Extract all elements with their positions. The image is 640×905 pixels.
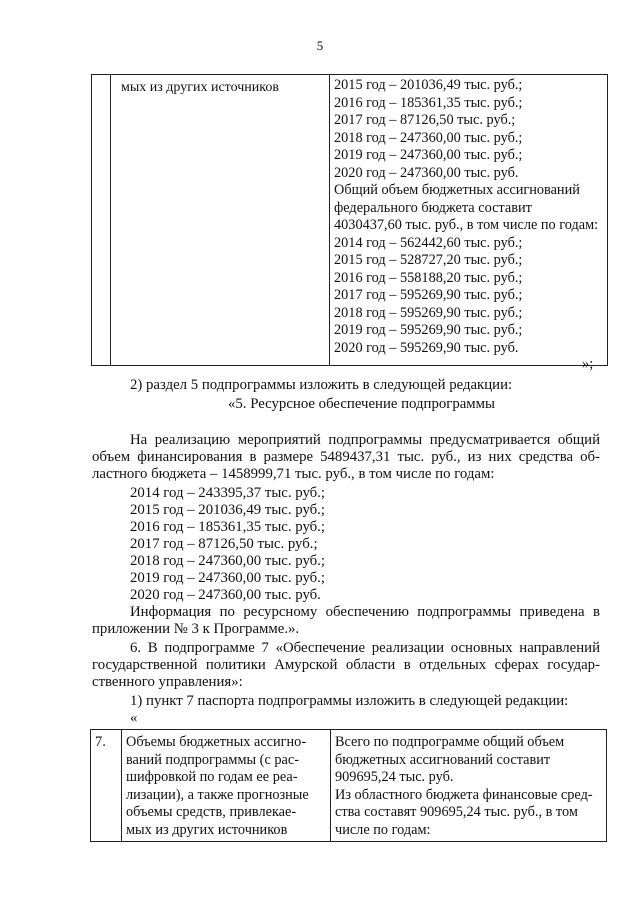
cell-line: шифровкой по годам ее реа-: [126, 769, 298, 785]
passport-table-continued: [91, 74, 608, 366]
cell-line: федерального бюджета составит: [334, 199, 532, 216]
opening-quote: «: [130, 710, 138, 726]
table-cell-title: [122, 730, 331, 842]
cell-line: 2017 год – 595269,90 тыс. руб.;: [334, 287, 523, 303]
cell-line: 2018 год – 247360,00 тыс. руб.;: [334, 129, 523, 146]
cell-line: 4030437,60 тыс. руб., в том числе по годам:: [334, 217, 599, 233]
cell-line: 2015 год – 528727,20 тыс. руб.;: [334, 252, 523, 268]
year-line: 2014 год – 243395,37 тыс. руб.;: [130, 485, 325, 501]
item-6-line: ственного управления»:: [92, 674, 243, 690]
item-6-line: государственной политики Амурской области в отдельных сферах государ-: [92, 657, 600, 673]
cell-line: 2020 год – 595269,90 тыс. руб.: [334, 339, 519, 356]
table-cell-number: 7.: [91, 730, 122, 842]
year-line: 2016 год – 185361,35 тыс. руб.;: [130, 519, 325, 535]
section-title: «5. Ресурсное обеспечение подпрограммы: [228, 396, 495, 412]
cell-line: числе по годам:: [335, 821, 431, 838]
cell-line: Общий объем бюджетных ассигнований: [334, 182, 580, 198]
cell-line: 2017 год – 87126,50 тыс. руб.;: [334, 112, 516, 128]
cell-line: Всего по подпрограмме общий объем: [335, 734, 565, 750]
item-6-line: 6. В подпрограмме 7 «Обеспечение реализации основных направлений: [130, 640, 600, 656]
cell-line: ваний подпрограммы (с рас-: [126, 751, 299, 768]
table-cell-number: [92, 75, 111, 366]
year-line: 2018 год – 247360,00 тыс. руб.;: [130, 553, 325, 569]
item-1-text: 1) пункт 7 паспорта подпрограммы изложить в следующей редакции:: [130, 693, 569, 709]
year-line: 2019 год – 247360,00 тыс. руб.;: [130, 570, 325, 586]
cell-line: ства составят 909695,24 тыс. руб., в том: [335, 804, 578, 820]
year-line: 2015 год – 201036,49 тыс. руб.;: [130, 502, 325, 518]
info-line: приложении № 3 к Программе.».: [92, 621, 300, 637]
cell-line: 909695,24 тыс. руб.: [335, 769, 454, 785]
cell-line: мых из других источников: [126, 821, 288, 838]
financing-line: На реализацию мероприятий подпрограммы предусматривается общий: [130, 432, 600, 448]
closing-quote: »;: [582, 356, 594, 372]
page-number: 5: [316, 38, 324, 53]
cell-line: 2019 год – 595269,90 тыс. руб.;: [334, 322, 523, 338]
table-cell-values: [330, 75, 608, 366]
info-line: Информация по ресурсному обеспечению подпрограммы приведена в: [130, 604, 600, 620]
cell-line: 2018 год – 595269,90 тыс. руб.;: [334, 304, 523, 321]
financing-line: ластного бюджета – 1458999,71 тыс. руб., в том числе по годам:: [92, 466, 495, 482]
table-cell-title: [111, 75, 330, 366]
cell-line: 2016 год – 185361,35 тыс. руб.;: [334, 94, 523, 111]
cell-line: 2014 год – 562442,60 тыс. руб.;: [334, 234, 523, 251]
cell-line: Объемы бюджетных ассигно-: [126, 734, 307, 750]
cell-line: мых из других источников: [121, 80, 279, 95]
cell-line: 2020 год – 247360,00 тыс. руб.: [334, 164, 519, 181]
item-2-text: 2) раздел 5 подпрограммы изложить в следующей редакции:: [130, 377, 513, 393]
cell-line: 2016 год – 558188,20 тыс. руб.;: [334, 269, 523, 286]
cell-line: лизации), а также прогнозные: [126, 786, 309, 803]
cell-line: объемы средств, привлекае-: [126, 804, 297, 820]
cell-line: 2019 год – 247360,00 тыс. руб.;: [334, 147, 523, 163]
cell-line: 2015 год – 201036,49 тыс. руб.;: [334, 77, 523, 93]
passport-table-item-7: [90, 729, 607, 842]
financing-line: объем финансирования в размере 5489437,31 тыс. руб., из них средства об-: [92, 449, 600, 465]
cell-line: бюджетных ассигнований составит: [335, 751, 551, 768]
table-cell-values: [331, 730, 607, 842]
year-line: 2017 год – 87126,50 тыс. руб.;: [130, 536, 318, 552]
year-line: 2020 год – 247360,00 тыс. руб.: [130, 587, 321, 603]
cell-line: Из областного бюджета финансовые сред-: [335, 786, 593, 803]
